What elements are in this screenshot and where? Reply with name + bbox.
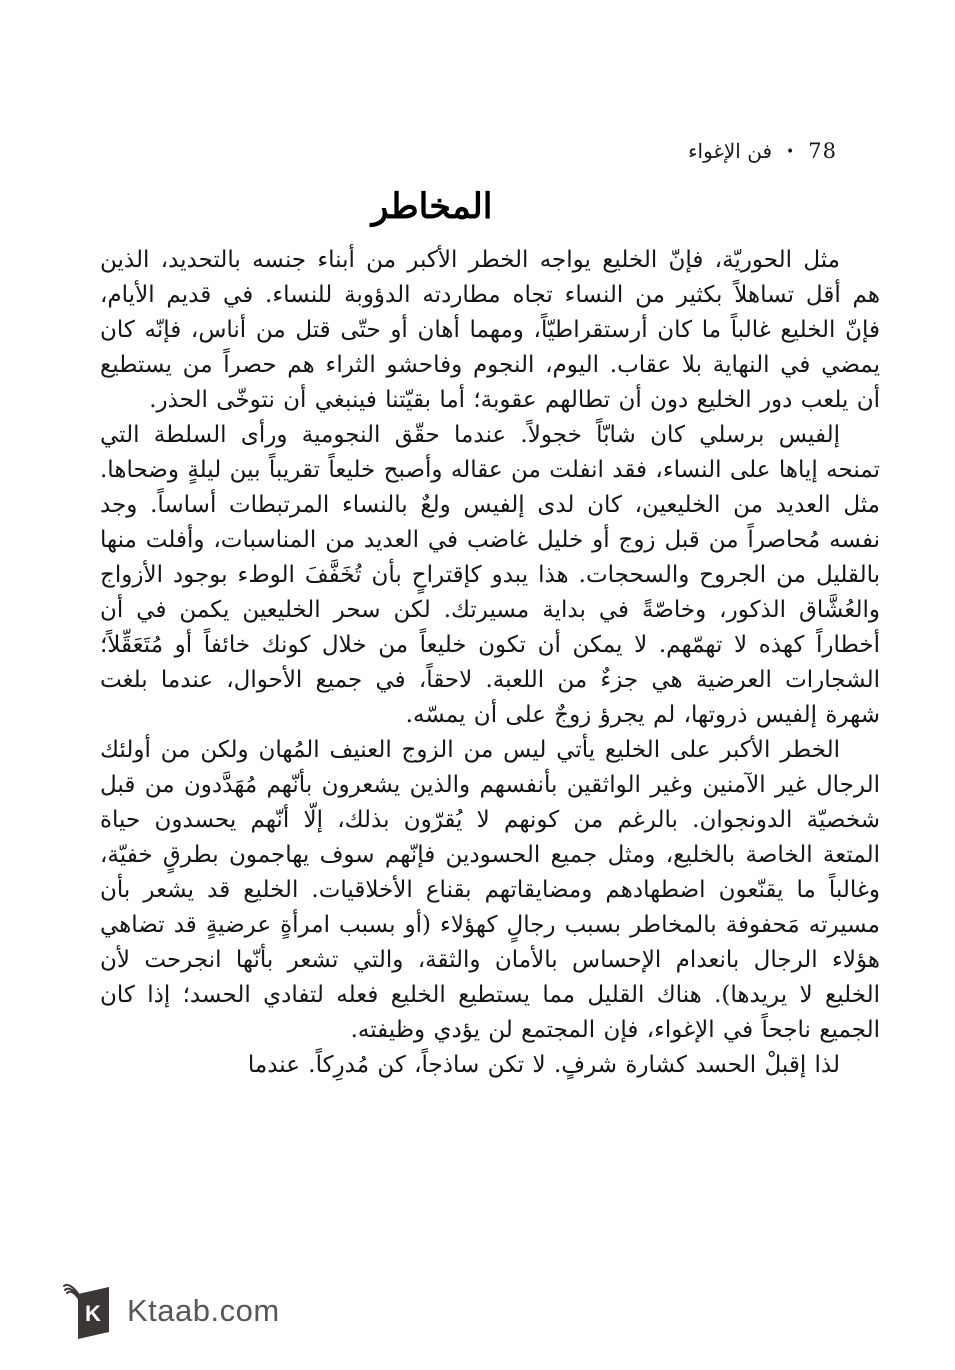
ktaab-watermark [62,1282,280,1340]
page-number: 78 [808,139,837,163]
text-column [100,0,880,1083]
paragraph-2: إلفيس برسلي كان شابّاً خجولاً. عندما حقّق النجومية ورأى السلطة التي تمنحه إياها على النساء، فقد انفلت من عقاله وأصبح خليعاً تقريباً بين ليلةٍ وضحاها. مثل العديد من الخليعين، كان لدى إلفيس ولعٌ بالنساء المرتبطات أساساً. وجد نفسه مُحاصراً من قبل زوج أو خليل غاضب في العديد من المناسبات، وأفلت منها بالقليل من الجروح والسحجات. هذا يبدو كإقتراحٍ بأن تُخَفَّفَ الوطء بوجود الأزواج والعُشَّاق الذكور، وخاصّةً في بداية مسيرتك. لكن سحر الخليعين يكمن في أن أخطاراً كهذه لا تهمّهم. لا يمكن أن تكون خليعاً من خلال كونك خائفاً أو مُتَعَقِّلاً؛ الشجارات العرضية هي جزءٌ من اللعبة. لاحقاً، في جميع الأحوال، عندما بلغت شهرة إلفيس ذروتها، لم يجرؤ زوجٌ على أن يمسّه. [100,422,880,728]
logo-letter: K [85,1301,101,1326]
paragraph-1: مثل الحوريّة، فإنّ الخليع يواجه الخطر الأكبر من أبناء جنسه بالتحديد، الذين هم أقل تساهلاً بكثير من النساء تجاه مطاردته الدؤوبة للنساء. في قديم الأيام، فإنّ الخليع غالباً ما كان أرستقراطيّاً، ومهما أهان أو حتّى قتل من أناس، فإنّه كان يمضي في النهاية بلا عقاب. اليوم، النجوم وفاحشو الثراء هم حصراً من يستطيع أن يلعب دور الخليع دون أن تطالهم عقوبة؛ أما بقيّتنا فينبغي أن نتوخّى الحذر. [100,247,880,413]
ktaab-brand-text: Ktaab.com [127,1293,280,1328]
paragraph-3: الخطر الأكبر على الخليع يأتي ليس من الزوج العنيف المُهان ولكن من أولئك الرجال غير الآمنين وغير الواثقين بأنفسهم والذين يشعرون بأنّهم مُهَدَّدون من قبل شخصيّة الدونجوان. بالرغم من كونهم لا يُقرّون بذلك، إلّا أنّهم يحسدون حياة المتعة الخاصة بالخليع، ومثل جميع الحسودين فإنّهم سوف يهاجمون بطرقٍ خفيّة، وغالباً ما يقنّعون اضطهادهم ومضايقاتهم بقناع الأخلاقيات. الخليع قد يشعر بأن مسيرته مَحفوفة بالمخاطر بسبب رجالٍ كهؤلاء (أو بسبب امرأةٍ عرضيةٍ قد تضاهي هؤلاء الرجال بانعدام الإحساس بالأمان والثقة، والتي تشعر بأنّها انجرحت لأن الخليع لا يريدها). هناك القليل مما يستطيع الخليع فعله لتفادي الحسد؛ إذا كان الجميع ناجحاً في الإغواء، فإن المجتمع لن يؤدي وظيفته. [100,737,880,1043]
running-head-book-title: فن الإغواء [688,139,772,163]
chapter-title: المخاطر [371,186,493,227]
bullet-separator-icon: • [786,144,795,160]
book-k-icon [62,1282,116,1340]
paragraph-4: لذا إقبلْ الحسد كشارة شرفٍ. لا تكن ساذجاً، كن مُدرِكاً. عندما [247,1052,840,1078]
body-text [100,243,880,1083]
